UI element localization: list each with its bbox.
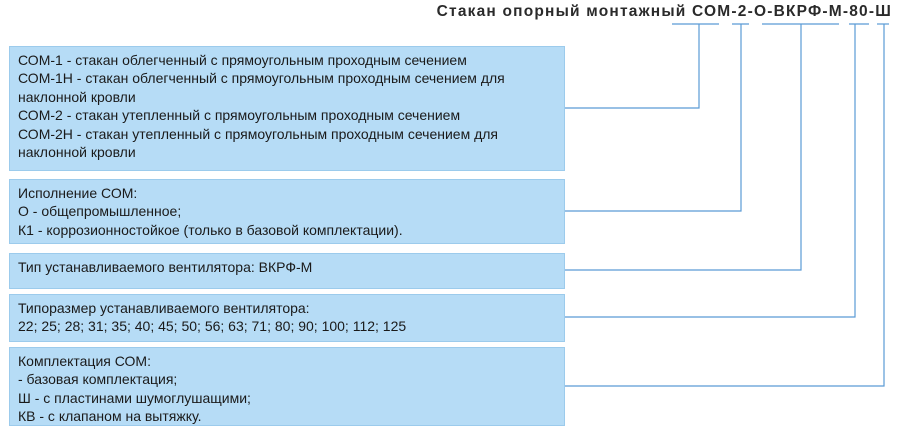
box-line: наклонной кровли — [18, 88, 136, 105]
box-line: О - общепромышленное; — [18, 203, 182, 220]
title-code: СОМ-2-О-ВКРФ-М-80-Ш — [692, 3, 892, 20]
fan-size-box — [9, 294, 565, 342]
title-prefix: Стакан опорный монтажный — [436, 3, 693, 20]
box-line: СОМ-1Н - стакан облегченный с прямоугольным проходным сечением для — [18, 70, 505, 87]
box-line: - базовая комплектация; — [18, 371, 178, 388]
fan-type-box — [9, 253, 565, 289]
box-line: СОМ-2Н - стакан утепленный с прямоугольным проходным сечением для — [18, 125, 498, 142]
box-line: К1 - коррозионностойкое (только в базовой комплектации). — [18, 221, 403, 238]
series-description-box — [9, 46, 565, 171]
box-line: наклонной кровли — [18, 144, 136, 161]
box-line: Исполнение СОМ: — [18, 185, 138, 201]
connector-5 — [565, 24, 884, 386]
box-line: Тип устанавливаемого вентилятора: ВКРФ-М — [18, 259, 313, 275]
box-line: КВ - с клапаном на вытяжку. — [18, 408, 202, 425]
box-line: 22; 25; 28; 31; 35; 40; 45; 50; 56; 63; 71; 80; 90; 100; 112; 125 — [18, 318, 407, 335]
execution-type-box — [9, 179, 565, 244]
kit-options-box — [9, 347, 565, 426]
connector-4 — [565, 24, 855, 317]
connector-1 — [565, 24, 699, 108]
box-line: СОМ-1 - стакан облегченный с прямоугольным проходным сечением — [18, 52, 467, 68]
box-line: Ш - с пластинами шумоглушащими; — [18, 389, 251, 406]
box-line: Комплектация СОМ: — [18, 353, 151, 369]
box-line: СОМ-2 - стакан утепленный с прямоугольным проходным сечением — [18, 107, 461, 124]
box-line: Типоразмер устанавливаемого вентилятора: — [18, 300, 310, 316]
connector-3 — [565, 24, 801, 270]
connector-2 — [565, 24, 741, 211]
diagram-title — [437, 3, 892, 21]
